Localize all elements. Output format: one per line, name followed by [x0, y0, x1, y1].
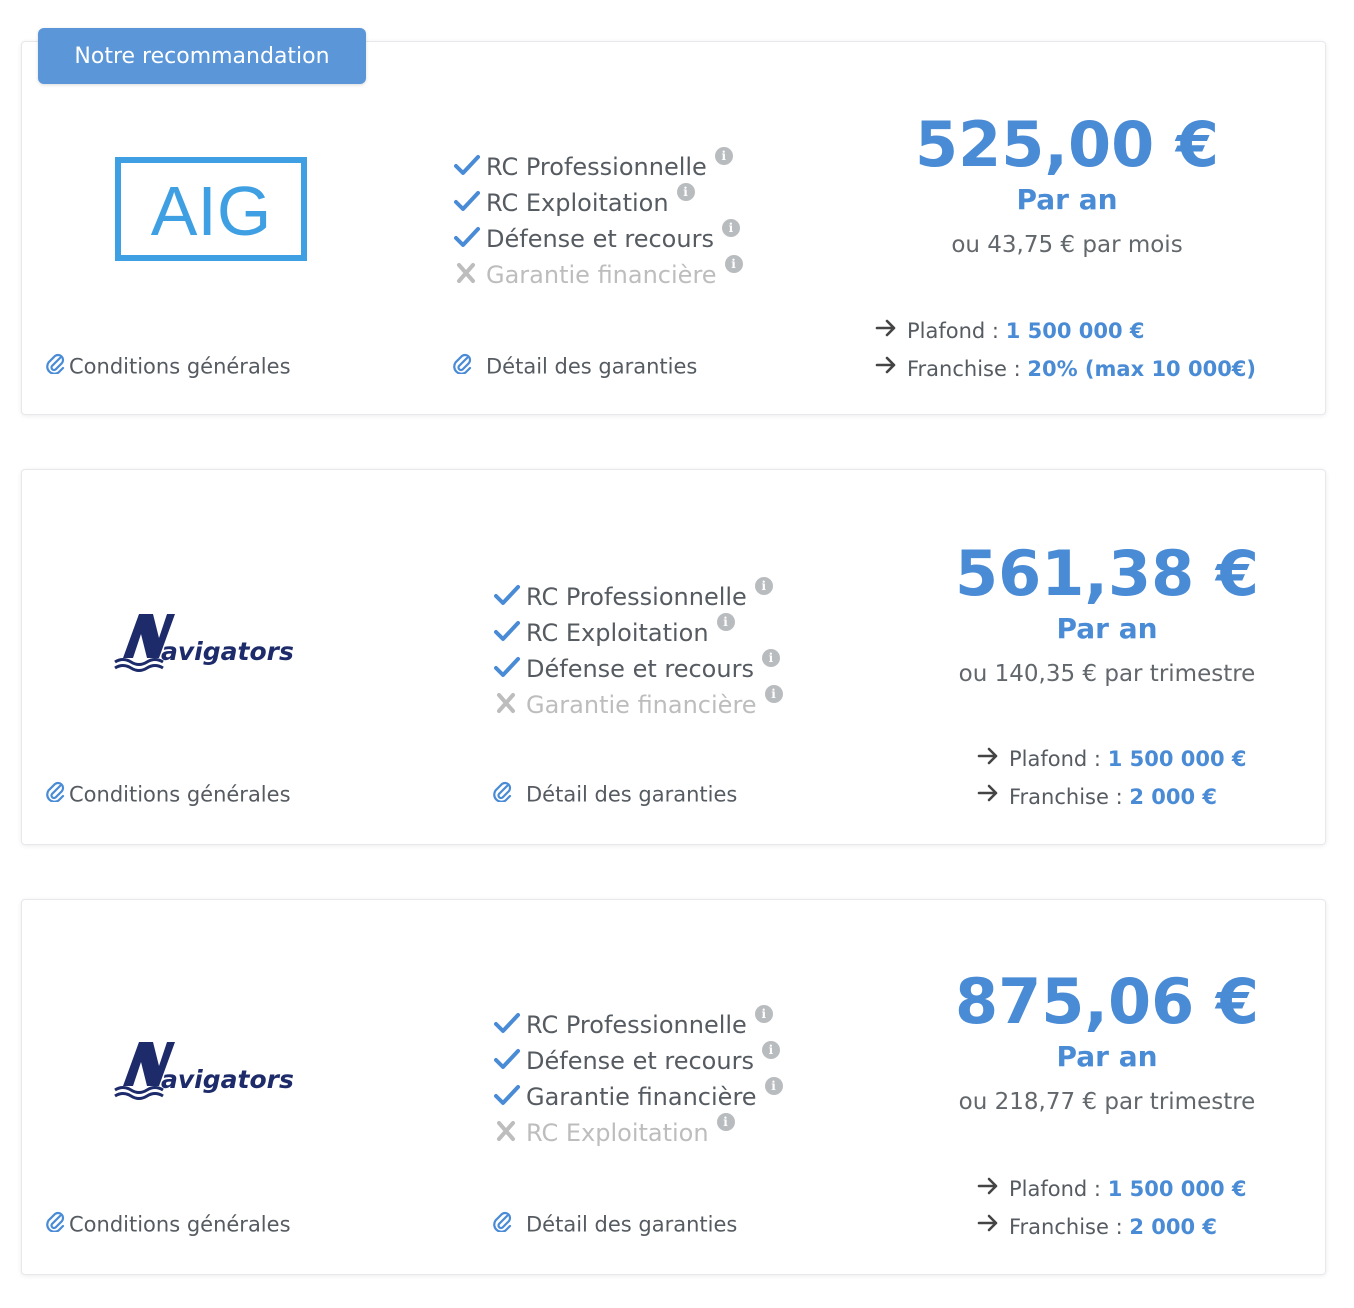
arrow-right-icon	[977, 777, 1009, 814]
arrow-right-icon	[875, 349, 907, 386]
paperclip-icon	[45, 352, 69, 379]
plafond-value: 1 500 000 €	[1107, 1177, 1247, 1201]
guarantee-list	[494, 579, 783, 723]
price-period: Par an	[1016, 183, 1118, 216]
info-icon[interactable]: i	[722, 219, 740, 237]
guarantee-item	[494, 651, 783, 687]
guarantee-label: Garantie financière	[526, 691, 757, 719]
detail-garanties-label: Détail des garanties	[526, 1212, 738, 1237]
info-icon[interactable]: i	[717, 613, 735, 631]
guarantee-item-excluded	[494, 687, 783, 723]
check-icon	[494, 1084, 526, 1106]
guarantee-list	[494, 1007, 783, 1151]
info-icon[interactable]: i	[677, 183, 695, 201]
aig-logo-text: AIG	[150, 172, 272, 250]
arrow-right-icon	[977, 740, 1009, 777]
franchise-row	[875, 351, 1256, 389]
conditions-generales-link[interactable]	[45, 354, 291, 381]
coverage-terms	[977, 1171, 1247, 1246]
aig-logo	[115, 157, 307, 265]
conditions-generales-label: Conditions générales	[69, 354, 291, 379]
check-icon	[494, 1048, 526, 1070]
franchise-value: 2 000 €	[1129, 1214, 1218, 1239]
cross-icon	[454, 262, 486, 284]
check-icon	[494, 584, 526, 606]
price: 875,06 €	[955, 965, 1259, 1038]
plafond-value: 1 500 000 €	[1005, 319, 1145, 343]
arrow-right-icon	[875, 312, 907, 349]
coverage-terms	[875, 313, 1256, 388]
navigators-logo-text: avigators	[161, 1065, 294, 1094]
price: 525,00 €	[915, 108, 1219, 181]
guarantee-label: RC Professionnelle	[526, 583, 747, 611]
paperclip-icon	[492, 780, 526, 807]
installment-text: ou 218,77 € par trimestre	[958, 1089, 1256, 1115]
conditions-generales-label: Conditions générales	[69, 1212, 291, 1237]
franchise-value: 20% (max 10 000€)	[1027, 356, 1257, 381]
info-icon[interactable]: i	[755, 1005, 773, 1023]
guarantee-item	[454, 185, 743, 221]
cross-icon	[494, 1120, 526, 1142]
check-icon	[454, 226, 486, 248]
detail-garanties-label: Détail des garanties	[486, 354, 698, 379]
info-icon[interactable]: i	[715, 147, 733, 165]
franchise-value: 2 000 €	[1129, 784, 1218, 809]
guarantee-label: RC Exploitation	[526, 1119, 709, 1147]
franchise-label: Franchise :	[1009, 1214, 1123, 1239]
plafond-label: Plafond :	[1009, 747, 1101, 771]
guarantee-item-excluded	[494, 1115, 783, 1151]
guarantee-label: RC Professionnelle	[526, 1011, 747, 1039]
guarantee-label: Défense et recours	[526, 655, 754, 683]
paperclip-icon	[492, 1210, 526, 1237]
coverage-terms	[977, 741, 1247, 816]
guarantee-label: Garantie financière	[526, 1083, 757, 1111]
arrow-right-icon	[977, 1170, 1009, 1207]
detail-garanties-link[interactable]	[452, 354, 697, 381]
info-icon[interactable]: i	[765, 1077, 783, 1095]
conditions-generales-label: Conditions générales	[69, 782, 291, 807]
cross-icon	[494, 692, 526, 714]
guarantee-label: RC Exploitation	[486, 189, 669, 217]
guarantee-item	[494, 1043, 783, 1079]
navigators-logo	[113, 1036, 309, 1106]
plafond-row	[875, 313, 1256, 351]
guarantee-item	[494, 615, 783, 651]
price-period: Par an	[1056, 612, 1158, 645]
plafond-row	[977, 1171, 1247, 1209]
check-icon	[494, 1012, 526, 1034]
plafond-row	[977, 741, 1247, 779]
guarantee-item	[454, 221, 743, 257]
offer-card-aig[interactable]	[21, 41, 1326, 415]
detail-garanties-link[interactable]	[492, 1212, 737, 1239]
info-icon[interactable]: i	[717, 1113, 735, 1131]
detail-garanties-label: Détail des garanties	[526, 782, 738, 807]
plafond-label: Plafond :	[907, 319, 999, 343]
guarantee-item-excluded	[454, 257, 743, 293]
franchise-row	[977, 1209, 1247, 1247]
recommendation-badge: Notre recommandation	[38, 28, 366, 84]
info-icon[interactable]: i	[762, 649, 780, 667]
guarantee-label: RC Professionnelle	[486, 153, 707, 181]
price-block	[877, 110, 1257, 262]
offer-card-navigators[interactable]	[21, 469, 1326, 845]
guarantee-label: RC Exploitation	[526, 619, 709, 647]
price-period: Par an	[1056, 1040, 1158, 1073]
paperclip-icon	[452, 352, 486, 379]
guarantee-item	[494, 1007, 783, 1043]
paperclip-icon	[45, 1210, 69, 1237]
installment-text: ou 43,75 € par mois	[951, 232, 1183, 258]
info-icon[interactable]: i	[755, 577, 773, 595]
check-icon	[454, 190, 486, 212]
info-icon[interactable]: i	[725, 255, 743, 273]
price-block	[917, 539, 1297, 691]
plafond-label: Plafond :	[1009, 1177, 1101, 1201]
guarantee-list	[454, 149, 743, 293]
navigators-logo-text: avigators	[161, 637, 294, 666]
check-icon	[494, 620, 526, 642]
guarantee-item	[454, 149, 743, 185]
guarantee-item	[494, 579, 783, 615]
guarantee-label: Défense et recours	[486, 225, 714, 253]
check-icon	[454, 154, 486, 176]
guarantee-item	[494, 1079, 783, 1115]
arrow-right-icon	[977, 1207, 1009, 1244]
conditions-generales-link[interactable]	[45, 782, 291, 809]
price-block	[917, 967, 1297, 1119]
offer-card-navigators[interactable]	[21, 899, 1326, 1275]
guarantee-label: Défense et recours	[526, 1047, 754, 1075]
navigators-logo	[113, 608, 309, 678]
franchise-label: Franchise :	[907, 356, 1021, 381]
price: 561,38 €	[955, 537, 1259, 610]
paperclip-icon	[45, 780, 69, 807]
detail-garanties-link[interactable]	[492, 782, 737, 809]
info-icon[interactable]: i	[765, 685, 783, 703]
info-icon[interactable]: i	[762, 1041, 780, 1059]
check-icon	[494, 656, 526, 678]
installment-text: ou 140,35 € par trimestre	[958, 661, 1256, 687]
franchise-label: Franchise :	[1009, 784, 1123, 809]
guarantee-label: Garantie financière	[486, 261, 717, 289]
franchise-row	[977, 779, 1247, 817]
conditions-generales-link[interactable]	[45, 1212, 291, 1239]
plafond-value: 1 500 000 €	[1107, 747, 1247, 771]
